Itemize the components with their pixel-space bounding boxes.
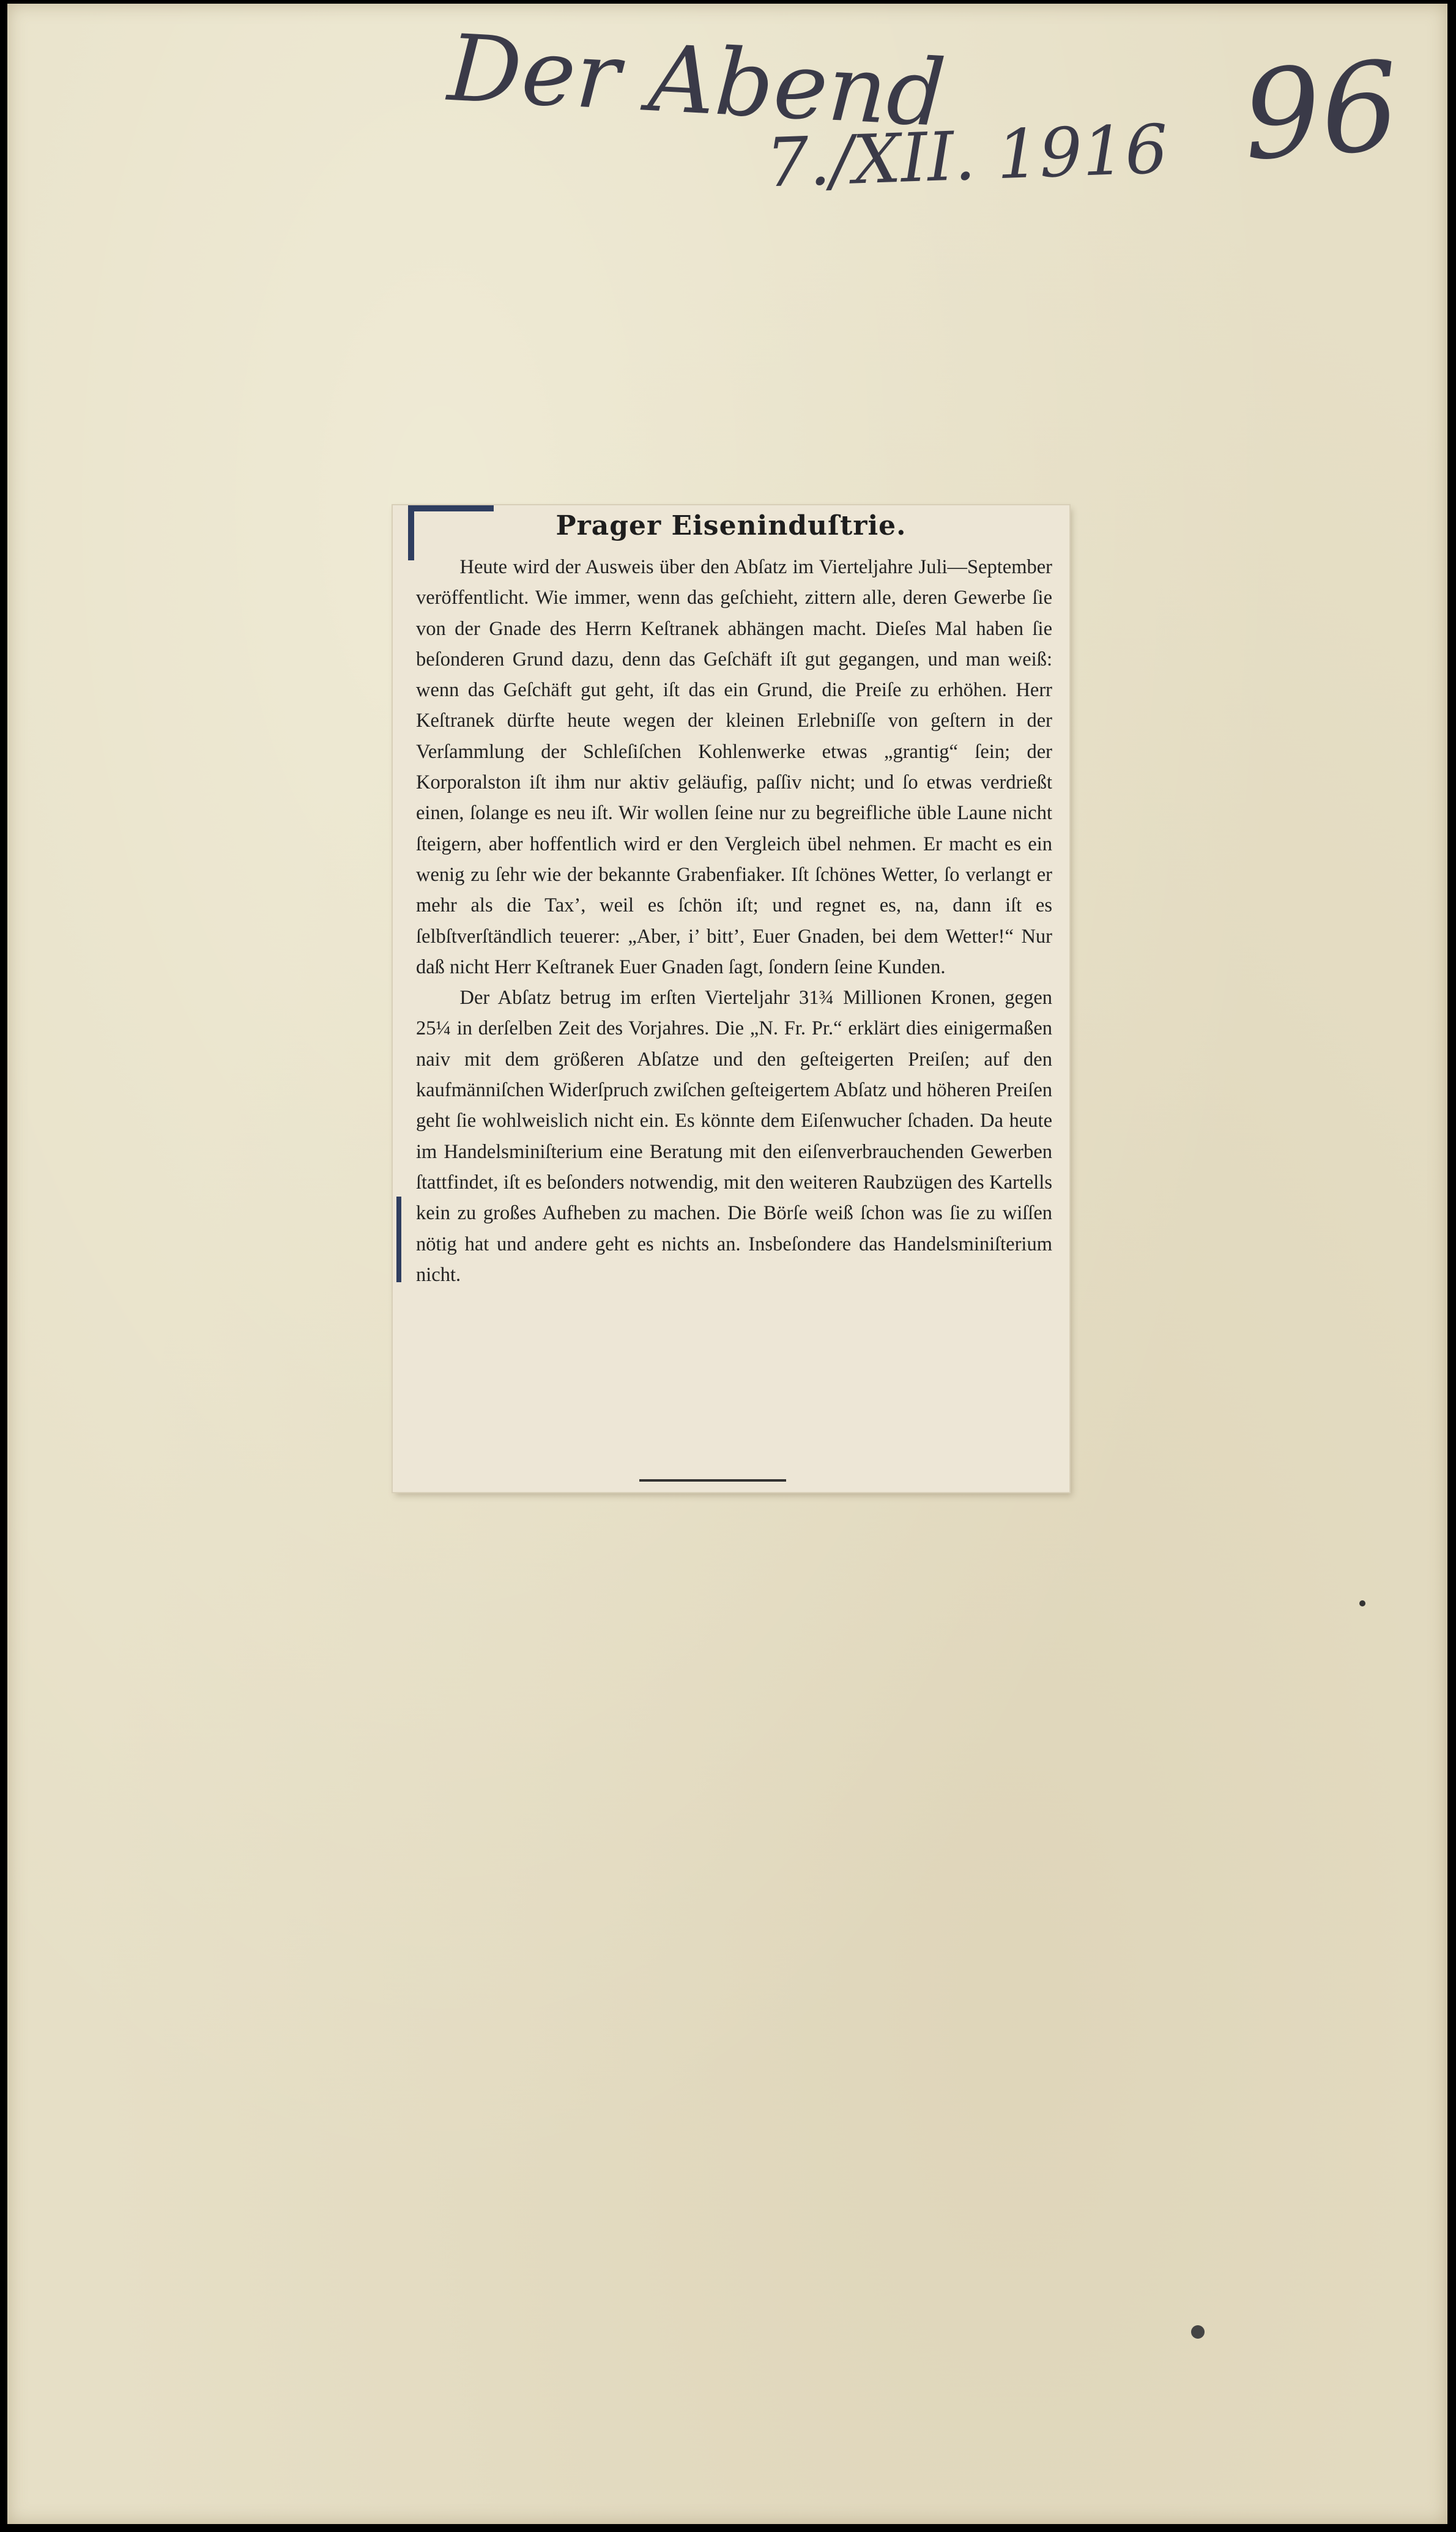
article-paragraph: Heute wird der Ausweis über den Abſatz im Vierteljahre Juli—September veröffentlicht. Wie immer, wenn das geſchieht, zittern alle, deren Gewerbe ſie von der Gnade des Herrn Keſtranek abhängen macht. Dieſes Mal haben ſie beſonderen Grund dazu, denn das Geſchäft iſt gut gegangen, und man weiß: wenn das Geſchäft gut geht, iſt das ein Grund, die Preiſe zu erhöhen. Herr Keſtranek dürfte heute wegen der kleinen Erlebniſſe von geſtern in der Verſammlung der Schleſiſchen Kohlenwerke etwas „grantig“ ſein; der Korporalston iſt ihm nur aktiv geläufig, paſſiv nicht; und ſo etwas verdrießt einen, ſolange es neu iſt. Wir wollen ſeine nur zu begreifliche üble Laune nicht ſteigern, aber hoffentlich wird er den Vergleich übel nehmen. Er macht es ein wenig zu ſehr wie der bekannte Grabenfiaker. Iſt ſchönes Wetter, ſo verlangt er mehr als die Tax’, weil es ſchön iſt; und regnet es, na, dann iſt es ſelbſtverſtändlich teuerer: „Aber, i’ bitt’, Euer Gnaden, bei dem Wetter!“ Nur daß nicht Herr Keſtranek Euer Gnaden ſagt, ſondern ſeine Kunden.	[416, 556, 1052, 978]
paper-speck	[1191, 2325, 1205, 2339]
paper-speck	[1359, 1600, 1365, 1606]
end-rule	[639, 1479, 786, 1482]
article-paragraph: Der Abſatz betrug im erſten Vierteljahr 31¾ Millionen Kronen, gegen 25¼ in derſelben Zeit des Vorjahres. Die „N. Fr. Pr.“ erklärt dies einigermaßen naiv mit dem größeren Abſatze und den geſteigerten Preiſen; auf den kaufmänniſchen Widerſpruch zwiſchen geſteigertem Abſatz und höheren Preiſen geht ſie wohlweislich nicht ein. Es könnte dem Eiſenwucher ſchaden. Da heute im Handelsminiſterium eine Beratung mit den eiſenverbrauchenden Gewerben ſtattfindet, iſt es beſonders notwendig, mit den weiteren Raubzügen des Kartells kein zu großes Aufheben zu machen. Die Börſe weiß ſchon was ſie zu wiſſen nötig hat und andere geht es nichts an. Insbeſondere das Handelsminiſterium nicht.	[416, 987, 1052, 1286]
newspaper-clipping	[393, 505, 1069, 1492]
archive-sheet	[7, 4, 1447, 2524]
blue-pencil-side-mark	[396, 1197, 401, 1282]
handwritten-paper-name: Der Abend	[445, 15, 949, 148]
article-title: Prager Eiseninduſtrie.	[555, 510, 907, 541]
handwritten-date: 7./XII. 1916	[764, 110, 1170, 202]
article-body	[416, 552, 1052, 1290]
handwritten-folio-number: 96	[1238, 35, 1404, 188]
